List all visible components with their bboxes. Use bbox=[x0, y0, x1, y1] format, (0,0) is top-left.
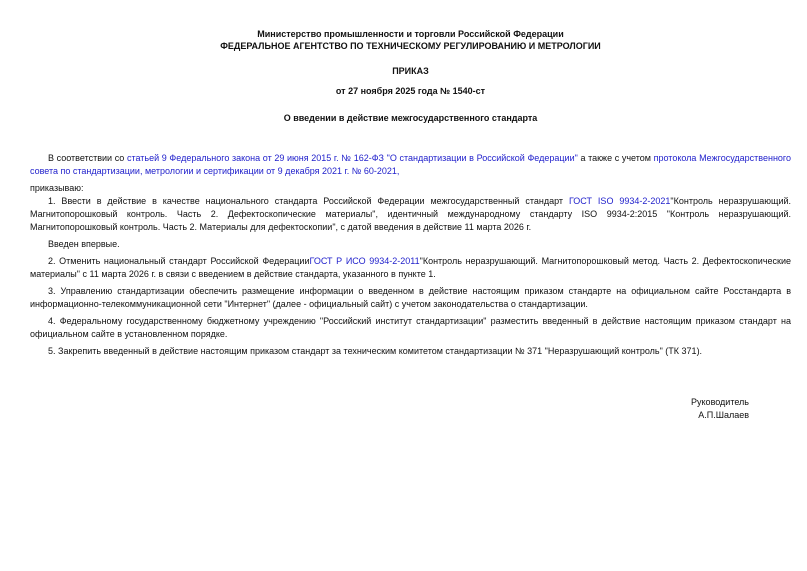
text-segment: 4. Федеральному государственному бюджетному учреждению "Российский институт стандартизации" разместить введенный в действие настоящим приказом стандарт на официальном сайте в установленном порядке. bbox=[30, 316, 791, 339]
document-link[interactable]: ГОСТ Р ИСО 9934-2-2011 bbox=[309, 256, 420, 266]
paragraph-item-1 bbox=[30, 195, 791, 234]
document-date-number: от 27 ноября 2025 года № 1540-ст bbox=[335, 86, 486, 96]
text-segment: 3. Управлению стандартизации обеспечить размещение информации о введенном в действие настоящим приказом стандарте на официальном сайте Росстандарта в информационно-телекоммуникационной сети "Интернет" (далее - официальный сайт) с учетом законодательства о стандартизации. bbox=[30, 286, 791, 309]
document-title: О введении в действие межгосударственного стандарта bbox=[283, 113, 538, 123]
document-link[interactable]: статьей 9 Федерального закона от 29 июня 2015 г. № 162-ФЗ "О стандартизации в Российской Федерации" bbox=[126, 153, 578, 163]
text-segment: "Контроль неразрушающий. Магнитопорошковый метод. Часть 2. Дефектоскопические материалы" с 11 марта 2026 г. в связи с введением в действие стандарта, указанного в пункте 1. bbox=[30, 256, 791, 279]
ministry-name: Министерство промышленности и торговли Российской Федерации bbox=[257, 29, 564, 39]
document-link[interactable]: ГОСТ ISO 9934-2-2021 bbox=[568, 196, 671, 206]
document-body bbox=[30, 152, 791, 358]
signature-name: А.П.Шалаев bbox=[698, 410, 749, 420]
text-segment: 2. Отменить национальный стандарт Российской Федерации bbox=[48, 256, 310, 266]
text-segment: приказываю: bbox=[30, 183, 84, 193]
signature-block bbox=[30, 396, 791, 422]
text-segment: Введен впервые. bbox=[48, 239, 120, 249]
text-segment: "Контроль неразрушающий. Магнитопорошковый контроль. Часть 2. Дефектоскопические материалы", идентичный международному стандарту ISO 9934-2:2015 "Контроль неразрушающий. Магнитопорошковый контроль. Часть 2. Материалы для дефектоскопии", с датой введения в действие 11 марта 2026 г. bbox=[30, 196, 791, 232]
paragraph-first-time-note bbox=[30, 238, 791, 251]
paragraph-item-4 bbox=[30, 315, 791, 341]
text-segment: В соответствии со bbox=[48, 153, 127, 163]
text-segment: а также с учетом bbox=[577, 153, 654, 163]
paragraph-preamble bbox=[30, 152, 791, 178]
document-type: ПРИКАЗ bbox=[392, 66, 429, 76]
text-segment: 1. Ввести в действие в качестве национального стандарта Российской Федерации межгосударственный стандарт bbox=[48, 196, 569, 206]
signature-position: Руководитель bbox=[691, 397, 749, 407]
paragraph-item-5 bbox=[30, 345, 791, 358]
document-link[interactable]: протокола Межгосударственного совета по стандартизации, метрологии и сертификации от 9 декабря 2021 г. № 60-2021, bbox=[30, 153, 792, 176]
paragraph-order-word bbox=[30, 182, 791, 195]
agency-name: ФЕДЕРАЛЬНОЕ АГЕНТСТВО ПО ТЕХНИЧЕСКОМУ РЕГУЛИРОВАНИЮ И МЕТРОЛОГИИ bbox=[220, 41, 601, 51]
text-segment: 5. Закрепить введенный в действие настоящим приказом стандарт за техническим комитетом стандартизации № 371 "Неразрушающий контроль" (ТК 371). bbox=[48, 346, 703, 356]
paragraph-item-2 bbox=[30, 255, 791, 281]
document-header bbox=[30, 28, 791, 97]
paragraph-item-3 bbox=[30, 285, 791, 311]
